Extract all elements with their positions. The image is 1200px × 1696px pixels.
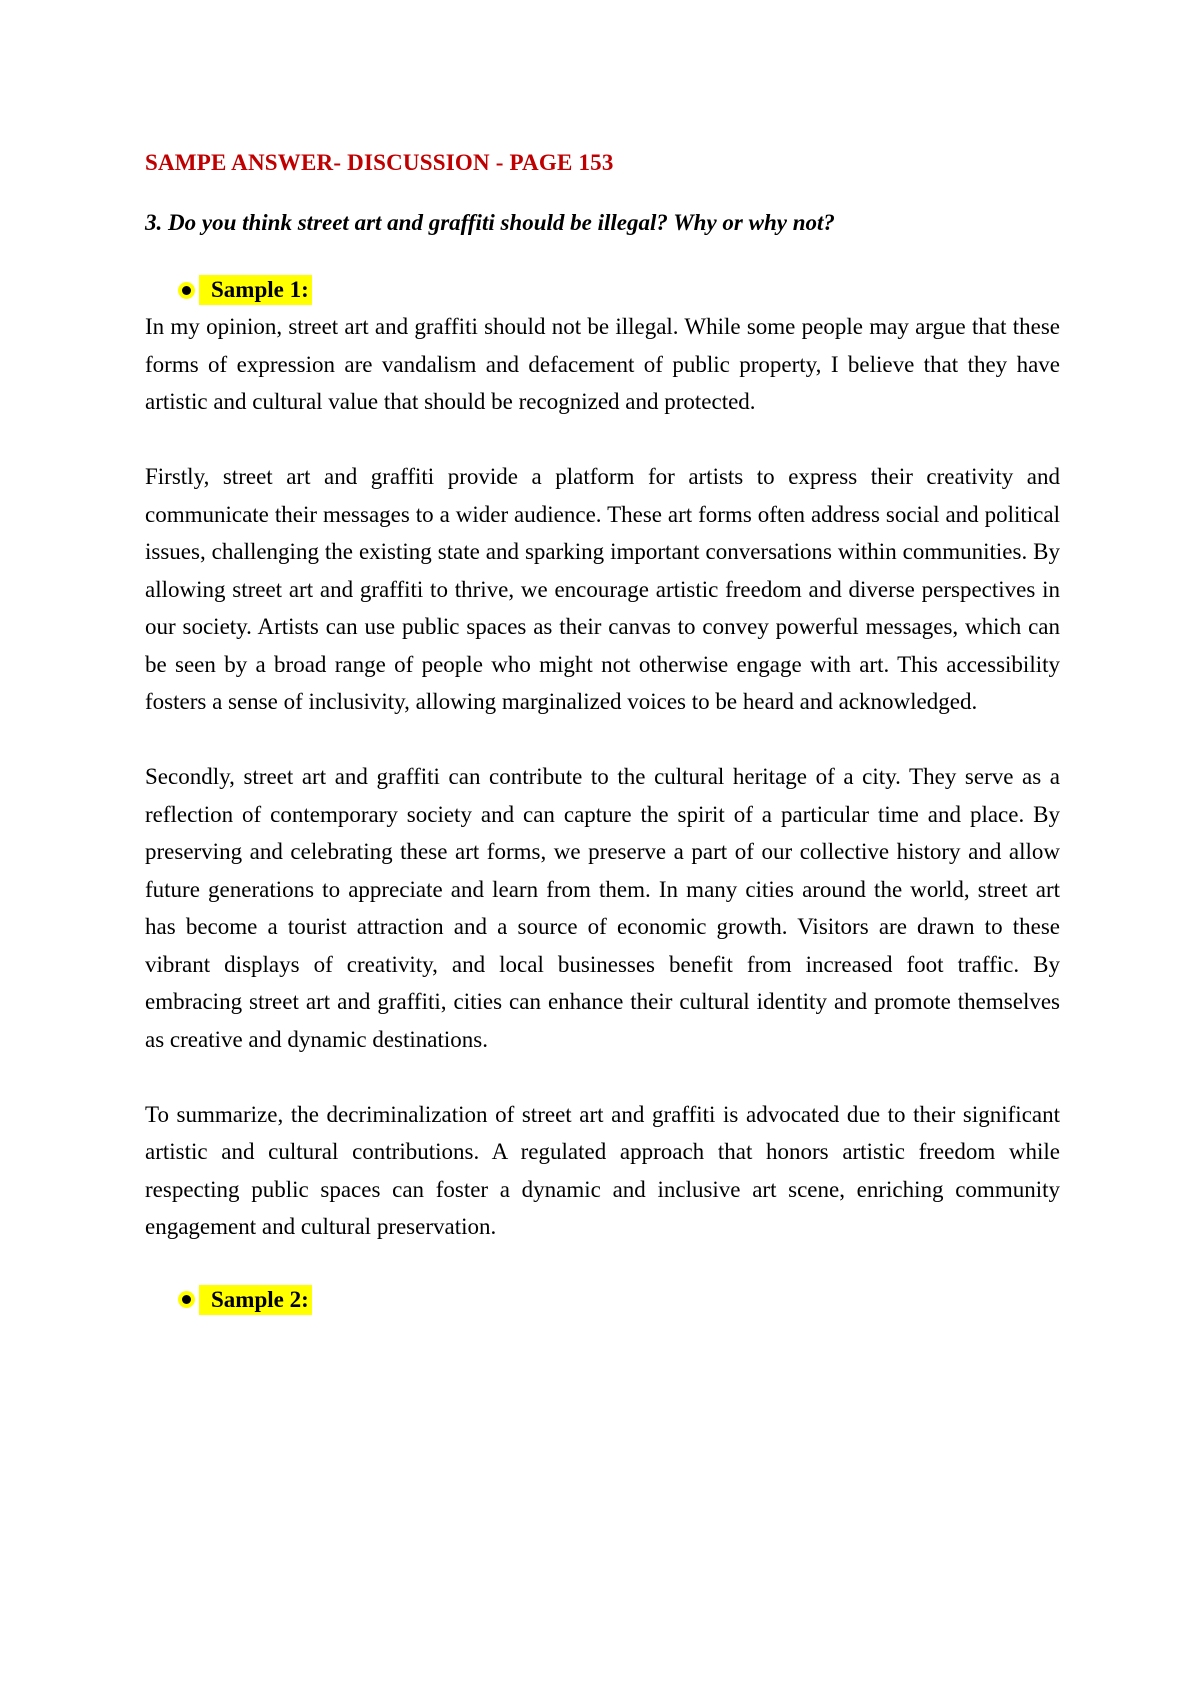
sample-2-header [182, 1284, 1060, 1316]
sample-1-paragraph-4: To summarize, the decriminalization of street art and graffiti is advocated due to their significant artistic and cultural contributions. A regulated approach that honors artistic freedom while respecting public spaces can foster a dynamic and inclusive art scene, enriching community engagement and cultural preservation. [145, 1101, 1060, 1239]
page-heading: SAMPE ANSWER- DISCUSSION - PAGE 153 [145, 150, 614, 175]
sample-2-label: Sample 2: [199, 1285, 312, 1315]
discussion-question: 3. Do you think street art and graffiti should be illegal? Why or why not? [145, 210, 835, 235]
sample-1-paragraph-1: In my opinion, street art and graffiti should not be illegal. While some people may argue that these forms of expression are vandalism and defacement of public property, I believe that they have artistic and cultural value that should be recognized and protected. [145, 314, 1060, 414]
sample-1-paragraph-2: Firstly, street art and graffiti provide a platform for artists to express their creativity and communicate their messages to a wider audience. These art forms often address social and political issues, challenging the existing state and sparking important conversations within communities. By allowing street art and graffiti to thrive, we encourage artistic freedom and diverse perspectives in our society. Artists can use public spaces as their canvas to convey powerful messages, which can be seen by a broad range of people who might not otherwise engage with art. This accessibility fosters a sense of inclusivity, allowing marginalized voices to be heard and acknowledged. [145, 464, 1060, 714]
sample-1-header [182, 274, 1060, 306]
sample-1-label: Sample 1: [199, 275, 312, 305]
bullet-icon [182, 1295, 191, 1304]
bullet-icon [182, 286, 191, 295]
document-content [145, 148, 1060, 1316]
sample-1-paragraph-3: Secondly, street art and graffiti can contribute to the cultural heritage of a city. They serve as a reflection of contemporary society and can capture the spirit of a particular time and place. By preserving and celebrating these art forms, we preserve a part of our collective history and allow future generations to appreciate and learn from them. In many cities around the world, street art has become a tourist attraction and a source of economic growth. Visitors are drawn to these vibrant displays of creativity, and local businesses benefit from increased foot traffic. By embracing street art and graffiti, cities can enhance their cultural identity and promote themselves as creative and dynamic destinations. [145, 764, 1060, 1052]
